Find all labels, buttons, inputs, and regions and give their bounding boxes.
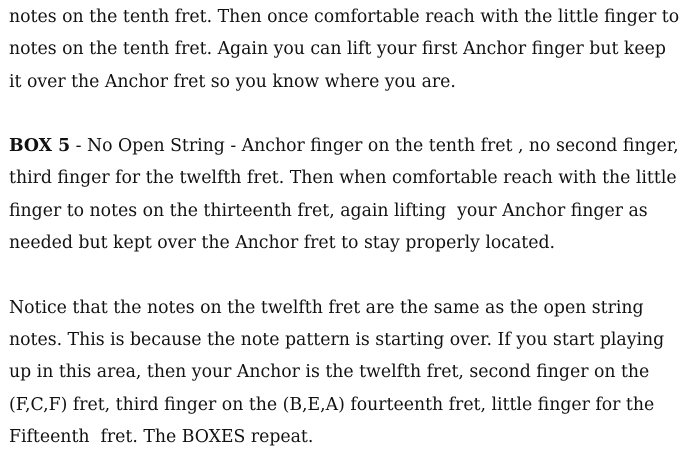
box5-heading: BOX 5 xyxy=(9,136,71,157)
text-line: finger to notes on the thirteenth fret, again lifting your Anchor finger as xyxy=(9,200,648,221)
text-line xyxy=(9,130,679,162)
text-line: notes. This is because the note pattern is starting over. If you start playing xyxy=(9,329,665,350)
paragraph-gap xyxy=(9,259,679,291)
paragraph-box5 xyxy=(9,130,679,259)
text-line-rest: - No Open String - Anchor finger on the tenth fret , no second finger, xyxy=(70,136,679,157)
text-line: notes on the tenth fret. Then once comfortable reach with the little finger to xyxy=(9,7,680,27)
text-line: notes on the tenth fret. Again you can lift your first Anchor finger but keep xyxy=(9,39,666,60)
paragraph-gap xyxy=(9,98,679,130)
text-line: Notice that the notes on the twelfth fret are the same as the open string xyxy=(9,297,644,318)
text-line: needed but kept over the Anchor fret to stay properly located. xyxy=(9,233,556,254)
text-line: third finger for the twelfth fret. Then when comfortable reach with the little xyxy=(9,168,677,189)
text-line: it over the Anchor fret so you know where you are. xyxy=(9,71,456,92)
text-line: (F,C,F) fret, third finger on the (B,E,A) fourteenth fret, little finger for the xyxy=(9,394,655,415)
paragraph-box4-continuation xyxy=(9,1,679,98)
document-body xyxy=(9,0,679,453)
paragraph-twelfth-fret-note xyxy=(9,292,679,453)
text-line: up in this area, then your Anchor is the twelfth fret, second finger on the xyxy=(9,362,650,383)
text-line: Fifteenth fret. The BOXES repeat. xyxy=(9,426,314,447)
